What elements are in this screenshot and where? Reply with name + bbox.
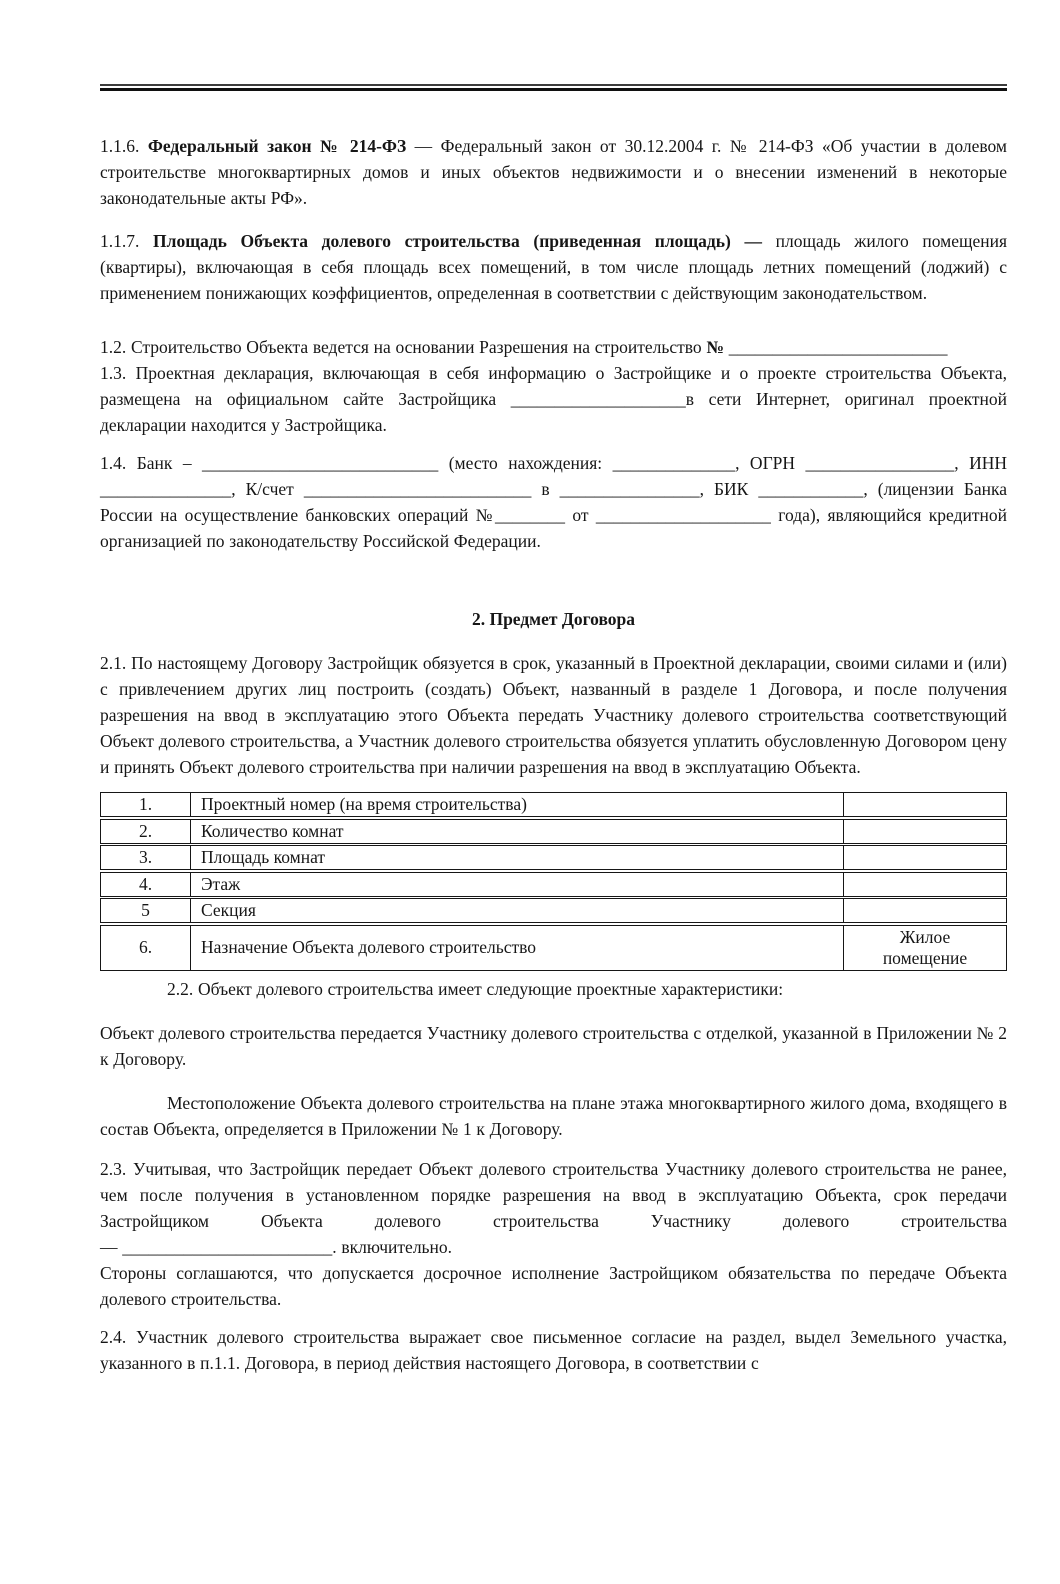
clause-body: 2.2. Объект долевого строительства имеет следующие проектные характеристики:: [167, 978, 784, 999]
row-label-cell: Назначение Объекта долевого строительство: [201, 937, 537, 957]
table-row: [100, 872, 1007, 897]
row-value-cell: [843, 820, 1006, 843]
deadline-suffix: включительно.: [336, 1236, 453, 1257]
clause-2-2-location: [100, 1090, 1007, 1142]
table-row: [100, 819, 1007, 844]
table-row: [100, 792, 1007, 817]
clause-body: площадь жилого помещения (квартиры), включающая в себя площадь всех помещений, в том числе площадь летних помещений (лоджий) с применением понижающих коэффициентов, определенная в соответствии с действующим законодательством.: [100, 231, 1007, 303]
row-number-cell: 4.: [101, 873, 191, 896]
clause-2-3-deadline: [100, 1234, 1007, 1260]
deadline-blank: — ________________________.: [100, 1236, 337, 1257]
clause-body: 2.3. Учитывая, что Застройщик передает Объект долевого строительства Участнику долевого строительства не ранее, чем после получения в установленном порядке разрешения на ввод в эксплуатацию Объекта, срок передачи Застройщиком Объекта долевого строительства Участнику долевого строительства: [100, 1158, 1007, 1231]
page-top-rule: [100, 84, 1007, 91]
row-number-cell: 1.: [101, 793, 191, 816]
clause-2-2: [100, 976, 1007, 1002]
section-2-heading: 2. Предмет Договора: [471, 609, 636, 629]
clause-2-2-finishing: [100, 1020, 1007, 1072]
clause-body: 1.2. Строительство Объекта ведется на основании Разрешения на строительство: [100, 337, 707, 357]
row-number-cell: 6.: [101, 926, 191, 970]
clause-body: Объект долевого строительства передается Участнику долевого строительства с отделкой, указанной в Приложении № 2 к Договору.: [100, 1022, 1007, 1069]
clause-term: Федеральный закон № 214-ФЗ: [147, 136, 407, 156]
row-number-cell: 3.: [101, 846, 191, 869]
clause-body: Стороны соглашаются, что допускается досрочное исполнение Застройщиком обязательства по передаче Объекта долевого строительства.: [100, 1262, 1007, 1309]
table-row: [100, 925, 1007, 971]
clause-2-3-early-transfer: [100, 1260, 1007, 1312]
row-label-cell: Проектный номер (на время строительства): [201, 794, 527, 814]
clause-body: 2.4. Участник долевого строительства выражает свое письменное согласие на раздел, выдел Земельного участка, указанного в п.1.1. Договора, в период действия настоящего Договора, в соответствии с: [100, 1326, 1007, 1373]
row-value-cell: Жилое помещение: [843, 926, 1006, 970]
table-row: [100, 845, 1007, 870]
permit-number-blank: _________________________: [728, 337, 948, 357]
clause-number: 1.1.6.: [100, 136, 148, 156]
row-number-cell: 2.: [101, 820, 191, 843]
document-page: [0, 84, 1060, 1584]
clause-body: Местоположение Объекта долевого строительства на плане этажа многоквартирного жилого дома, входящего в состав Объекта, определяется в Приложении № 1 к Договору.: [100, 1092, 1007, 1139]
clause-body: 2.1. По настоящему Договору Застройщик обязуется в срок, указанный в Проектной декларации, своими силами и (или) с привлечением других лиц построить (создать) Объект, названный в разделе 1 Договора, и после получения разрешения на ввод в эксплуатацию этого Объекта передать Участнику долевого строительства соответствующий Объект долевого строительства, а Участник долевого строительства обязуется уплатить обусловленную Договором цену и принять Объект долевого строительства при наличии разрешения на ввод в эксплуатацию Объекта.: [100, 653, 1007, 777]
row-label-cell: Площадь комнат: [201, 847, 326, 867]
clause-body: 1.4. Банк – ___________________________ (место нахождения: ______________, ОГРН _________________, ИНН _______________, К/счет __________________________ в ________________, БИК ____________, (лицензии Банка России на осуществление банковских операций №________ от ____________________ года), являющийся кредитной организацией по законодательству Российской Федерации.: [100, 453, 1007, 551]
number-sign: №: [706, 337, 729, 357]
document-content: [100, 133, 1007, 1376]
clause-1-1-7: [100, 228, 1007, 306]
clause-1-4: [100, 450, 1007, 554]
clause-1-1-6: [100, 133, 1007, 211]
clause-1-3: [100, 360, 1007, 438]
clause-body: 1.3. Проектная декларация, включающая в себя информацию о Застройщике и о проекте строительства Объекта, размещена на официальном сайте Застройщика ____________________в сети Интернет, оригинал проектной декларации находится у Застройщика.: [100, 363, 1007, 435]
row-value-cell: [843, 873, 1006, 896]
row-value-cell: [843, 846, 1006, 869]
clause-2-1: [100, 650, 1007, 780]
clause-2-3: [100, 1156, 1007, 1234]
clause-term: Площадь Объекта долевого строительства (приведенная площадь) —: [153, 231, 763, 251]
row-value-cell: [843, 793, 1006, 816]
table-row: [100, 898, 1007, 923]
row-label-cell: Этаж: [201, 873, 241, 894]
row-number-cell: 5: [101, 899, 191, 922]
clause-number: 1.1.7.: [100, 231, 154, 251]
row-label-cell: Количество комнат: [201, 820, 344, 841]
object-spec-table: [100, 792, 1007, 971]
clause-body: — Федеральный закон от 30.12.2004 г. № 214-ФЗ «Об участии в долевом строительстве многоквартирных домов и иных объектов недвижимости и о внесении изменений в некоторые законодательные акты РФ».: [100, 136, 1007, 208]
row-label-cell: Секция: [201, 900, 256, 920]
clause-2-4: [100, 1324, 1007, 1376]
row-value-cell: [843, 899, 1006, 922]
clause-1-2: [100, 334, 1007, 360]
